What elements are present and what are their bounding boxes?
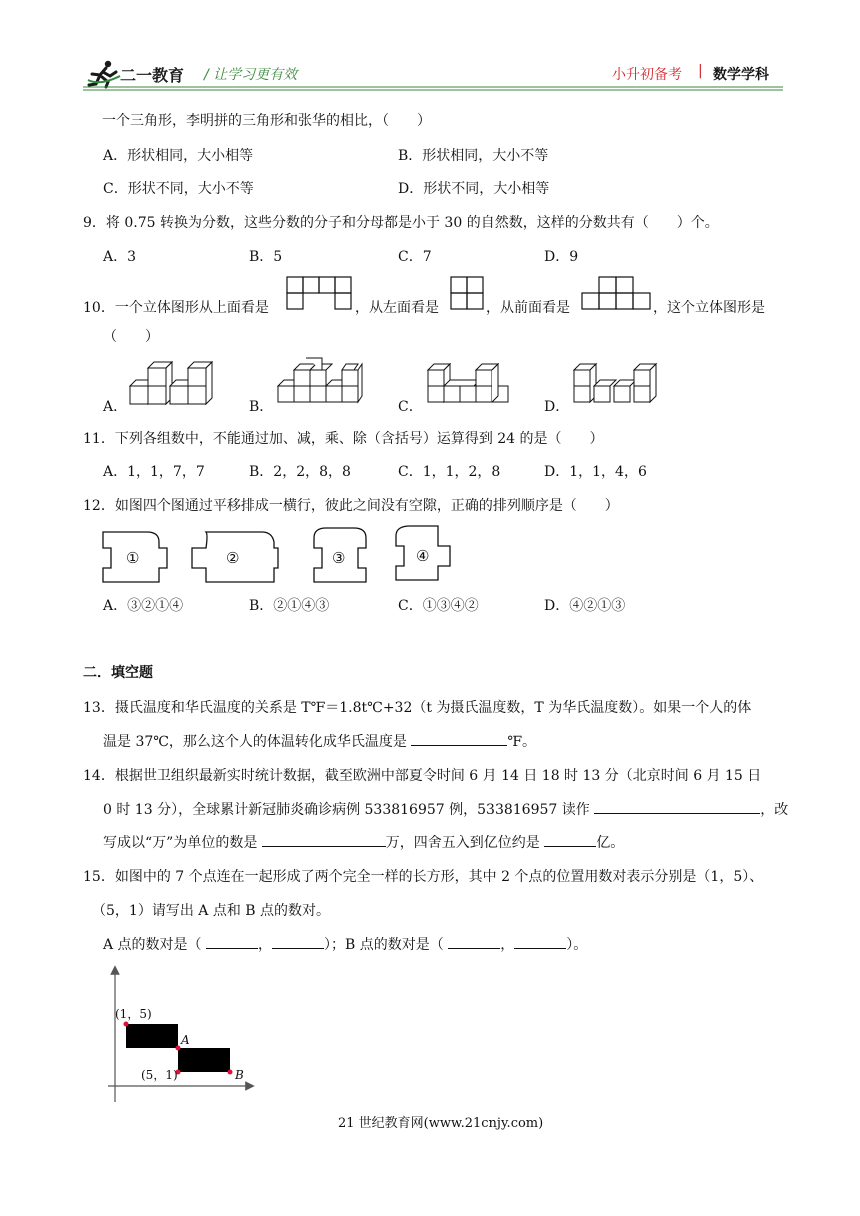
q15-label-b: B <box>235 1068 244 1082</box>
q13-line-2-text: 温是 37℃，那么这个人的体温转化成华氏温度是 <box>103 734 412 750</box>
q14-line-3-mid: 万，四舍五入到亿位约是 <box>385 835 545 851</box>
q15-a-label: A 点的数对是（ <box>103 937 207 953</box>
q10-option-b: B． <box>249 399 274 415</box>
q12-option-d: D．④②①③ <box>544 598 626 614</box>
header-rule <box>83 86 783 92</box>
q15-b-comma: ， <box>500 937 515 953</box>
q10-text-1: 10．一个立体图形从上面看是 <box>83 300 269 316</box>
q11-option-a: A．1，1，7，7 <box>103 464 205 480</box>
q15-line-3 <box>103 934 587 954</box>
header-tag: 小升初备考 <box>612 67 682 83</box>
q10-option-d: D． <box>544 399 570 415</box>
q14-line-1: 14．根据世卫组织最新实时统计数据，截至欧洲中部夏令时间 6 月 14 日 18 时 13 分（北京时间 6 月 15 日 <box>83 768 762 784</box>
q9-option-b: B．5 <box>249 249 283 265</box>
q14-line-2-text: 0 时 13 分），全球累计新冠肺炎确诊病例 533816957 例，533816957 读作 <box>103 802 595 818</box>
q13-answer-blank[interactable] <box>411 731 507 746</box>
header-subject: 数学学科 <box>713 67 769 83</box>
q12-option-a: A．③②①④ <box>103 598 184 614</box>
q10-text-2: ，从左面看是 <box>355 300 439 316</box>
q11-stem: 11．下列各组数中，不能通过加、减，乘、除（含括号）运算得到 24 的是（ ） <box>83 431 604 447</box>
q11-option-d: D．1，1，4，6 <box>544 464 647 480</box>
q10-text-3: ，从前面看是 <box>486 300 570 316</box>
q15-label-a: A <box>181 1033 190 1047</box>
rectangle-2 <box>178 1048 230 1072</box>
q10-option-d-figure <box>572 362 658 406</box>
q8-stem: 一个三角形，李明拼的三角形和张华的相比，（ ） <box>102 113 431 129</box>
q10-front-view-figure <box>581 276 651 310</box>
q9-option-d: D．9 <box>544 249 579 265</box>
q15-b-label: ）；B 点的数对是（ <box>324 937 449 953</box>
q14-line-2-end: ，改 <box>760 802 789 818</box>
q15-a-x-blank[interactable] <box>206 934 258 949</box>
q15-coordinate-figure <box>100 966 260 1106</box>
q14-line-3 <box>103 832 624 852</box>
q10-top-view-figure <box>286 276 352 310</box>
rectangle-1 <box>126 1024 178 1048</box>
q11-option-c: C．1，1，2，8 <box>398 464 501 480</box>
q15-line-2: （5，1）请写出 A 点和 B 点的数对。 <box>92 903 331 919</box>
q8-option-b: B．形状相同，大小不等 <box>398 148 549 164</box>
q8-option-c: C．形状不同，大小不等 <box>103 181 254 197</box>
q10-option-c: C． <box>398 399 423 415</box>
q14-line-3-text: 写成以“万”为单位的数是 <box>103 835 262 851</box>
point-b <box>228 1070 233 1075</box>
q10-text-4: ，这个立体图形是 <box>653 300 765 316</box>
q13-line-2 <box>103 731 536 751</box>
q15-a-comma: ， <box>258 937 273 953</box>
q13-line-1: 13．摄氏温度和华氏温度的关系是 T℉＝1.8t℃+32（t 为摄氏温度数，T 为华氏温度数）。如果一个人的体 <box>83 700 752 716</box>
q14-yi-blank[interactable] <box>544 832 596 847</box>
q15-line-3-end: ）。 <box>566 937 588 953</box>
q12-stem: 12．如图四个图通过平移排成一横行，彼此之间没有空隙，正确的排列顺序是（ ） <box>83 498 619 514</box>
q13-unit: ℉。 <box>507 734 537 750</box>
q11-option-b: B．2，2，8，8 <box>249 464 351 480</box>
q15-label-1-5: (1，5) <box>115 1007 152 1021</box>
q10-left-view-figure <box>450 276 484 310</box>
q9-option-a: A．3 <box>103 249 137 265</box>
q8-option-a: A．形状相同，大小相等 <box>103 148 254 164</box>
point-1-5 <box>124 1022 129 1027</box>
q14-line-2 <box>103 799 788 819</box>
section-title: 二．填空题 <box>83 665 153 681</box>
q12-piece-3-label: ③ <box>332 549 346 567</box>
q10-option-a-figure <box>128 360 214 406</box>
q15-b-x-blank[interactable] <box>448 934 500 949</box>
q14-line-3-end: 亿。 <box>596 835 625 851</box>
q9-option-c: C．7 <box>398 249 432 265</box>
q15-a-y-blank[interactable] <box>272 934 324 949</box>
q15-b-y-blank[interactable] <box>514 934 566 949</box>
q14-read-blank[interactable] <box>594 799 760 814</box>
runner-logo-icon <box>86 60 122 88</box>
q14-wan-blank[interactable] <box>262 832 386 847</box>
q15-label-5-1: (5，1) <box>141 1068 178 1082</box>
q12-piece-2-label: ② <box>226 549 240 567</box>
q15-line-1: 15．如图中的 7 个点连在一起形成了两个完全一样的长方形，其中 2 个点的位置用数对表示分别是（1，5）、 <box>83 869 764 885</box>
q9-stem: 9．将 0.75 转换为分数，这些分数的分子和分母都是小于 30 的自然数，这样的分数共有（ ）个。 <box>83 215 719 231</box>
header-divider: | <box>698 63 703 79</box>
logo-text: 二一教育 <box>120 66 185 85</box>
q10-option-b-figure <box>276 356 362 406</box>
q12-piece-1-label: ① <box>126 549 140 567</box>
footer: 21 世纪教育网(www.21cnjy.com) <box>338 1116 544 1131</box>
q12-option-c: C．①③④② <box>398 598 479 614</box>
q10-option-a: A． <box>103 399 128 415</box>
q10-text-5: （ ） <box>103 329 159 345</box>
q10-option-c-figure <box>426 362 512 406</box>
point-a <box>176 1046 181 1051</box>
q12-piece-4-label: ④ <box>416 547 430 565</box>
header-slogan: / 让学习更有效 <box>204 67 298 83</box>
q12-option-b: B．②①④③ <box>249 598 330 614</box>
q8-option-d: D．形状不同，大小相等 <box>398 181 550 197</box>
